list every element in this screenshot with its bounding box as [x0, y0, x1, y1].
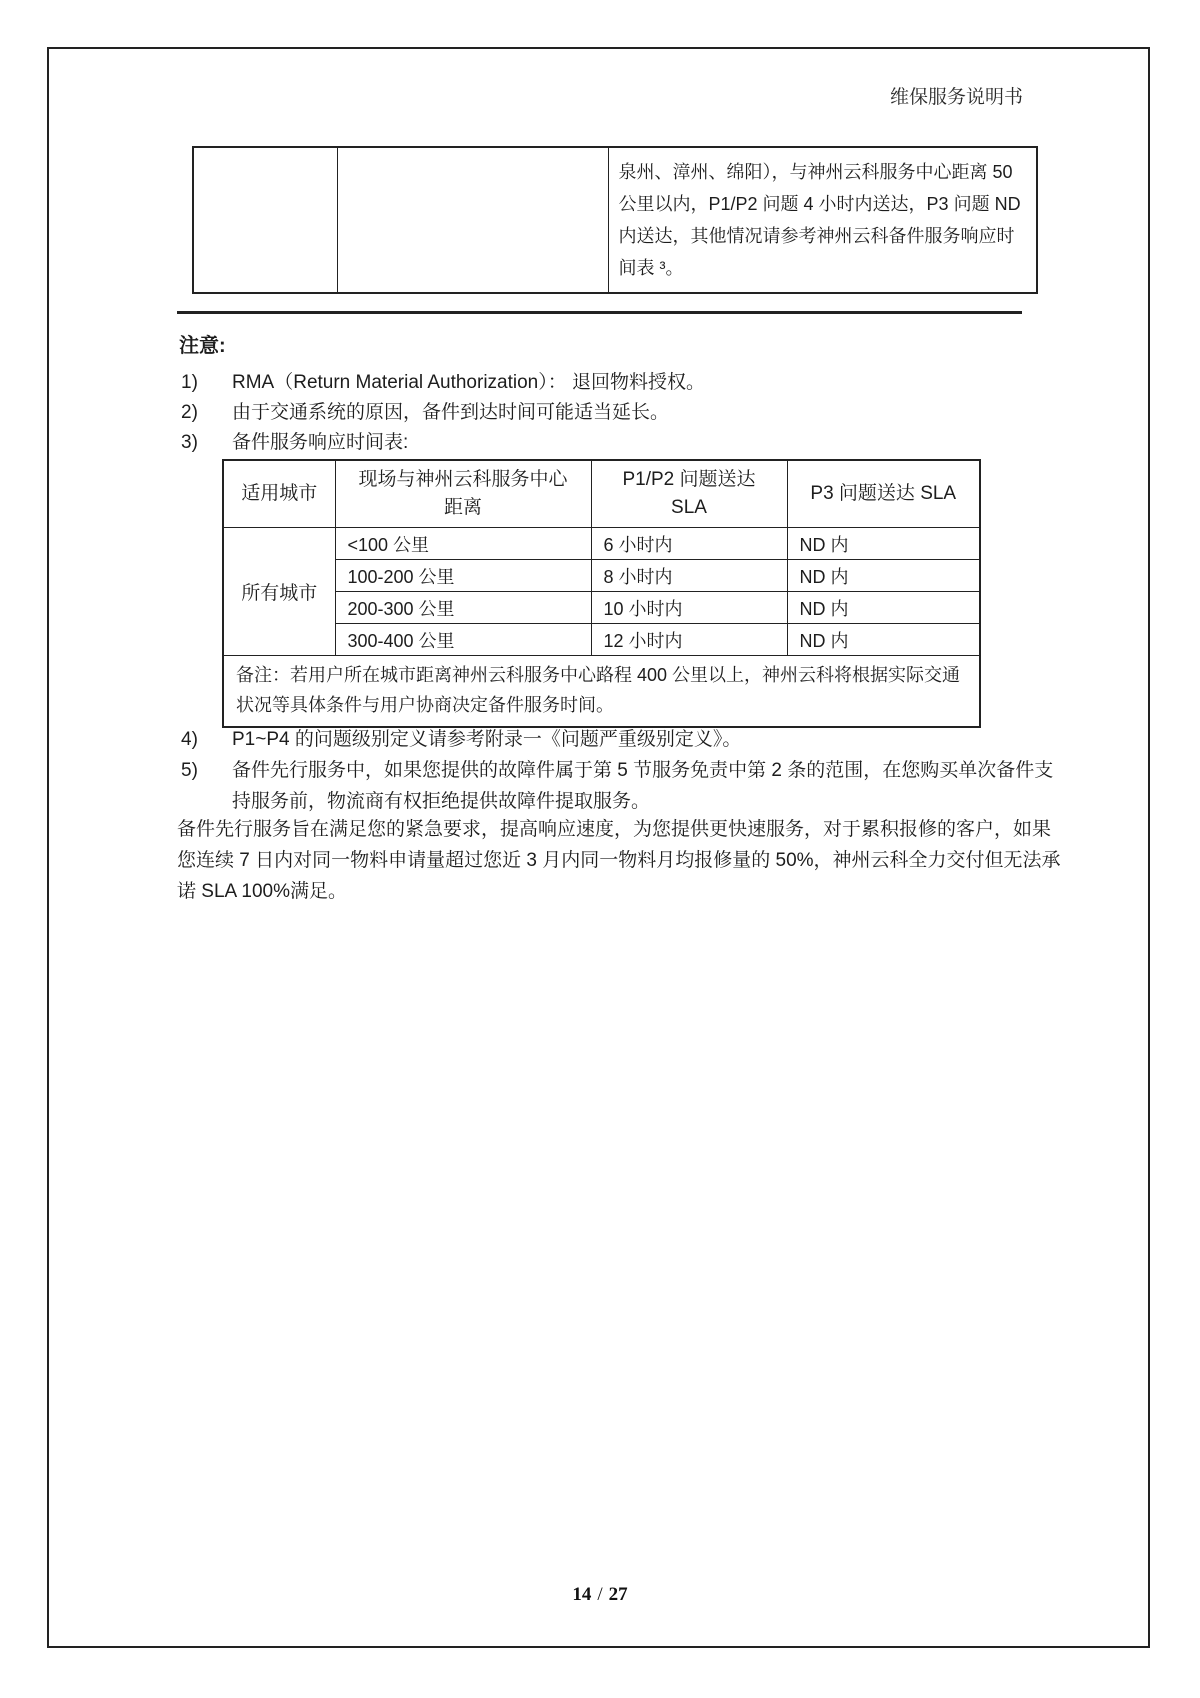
- header-line: SLA: [671, 497, 707, 518]
- sla-row: [223, 624, 980, 656]
- sla-row: [223, 592, 980, 624]
- sla-distance-cell: 300-400 公里: [335, 624, 591, 656]
- note-text: RMA（Return Material Authorization）： 退回物料授权。: [232, 372, 706, 393]
- note-item-1: [181, 370, 705, 396]
- note-item-4: [181, 724, 741, 755]
- sla-p3-cell: ND 内: [787, 592, 980, 624]
- note-text: 备件先行服务中，如果您提供的故障件属于第 5 节服务免责中第 2 条的范围，在您购买单次备件支: [232, 760, 1054, 781]
- note-text: 备件服务响应时间表:: [232, 432, 409, 453]
- page-number-total: 27: [608, 1584, 628, 1605]
- note-text: 由于交通系统的原因，备件到达时间可能适当延长。: [232, 402, 670, 423]
- note-item-2: [181, 400, 669, 426]
- note-text: 持服务前，物流商有权拒绝提供故障件提取服务。: [232, 791, 651, 812]
- sla-distance-cell: 100-200 公里: [335, 560, 591, 592]
- sla-p12-cell: 6 小时内: [591, 528, 787, 560]
- paragraph-line: 您连续 7 日内对同一物料申请量超过您近 3 月内同一物料月均报修量的 50%，神州云科全力交付但无法承: [177, 850, 1061, 871]
- closing-paragraph: [177, 814, 1061, 907]
- notes-heading: 注意:: [179, 335, 226, 357]
- note-number: 2): [181, 402, 198, 423]
- note-number: 4): [181, 729, 198, 750]
- sla-p12-cell: 10 小时内: [591, 592, 787, 624]
- sla-p3-cell: ND 内: [787, 560, 980, 592]
- note-number: 1): [181, 372, 198, 393]
- remark-line: 状况等具体条件与用户协商决定备件服务时间。: [236, 695, 614, 715]
- remark-line: 备注：若用户所在城市距离神州云科服务中心路程 400 公里以上，神州云科将根据实际交通: [236, 665, 961, 685]
- sla-p3-cell: ND 内: [787, 624, 980, 656]
- continuation-table-row: [193, 147, 1037, 293]
- sla-remark-row: [223, 656, 980, 728]
- sla-p3-cell: ND 内: [787, 528, 980, 560]
- header-line: 适用城市: [241, 483, 318, 504]
- note-item-3: [181, 430, 408, 456]
- header-line: P1/P2 问题送达: [622, 469, 756, 490]
- continuation-cell-text: [608, 147, 1037, 293]
- continuation-cell-empty-2: [337, 147, 608, 293]
- sla-p12-cell: 12 小时内: [591, 624, 787, 656]
- sla-header-row: [223, 460, 980, 528]
- text-line: 公里以内，P1/P2 问题 4 小时内送达，P3 问题 ND: [618, 194, 1021, 214]
- header-line: 距离: [443, 497, 482, 518]
- section-divider: [177, 311, 1022, 314]
- text-line: 间表 ³。: [618, 258, 684, 278]
- sla-remark-cell: [223, 656, 980, 728]
- sla-header-p3: [787, 460, 980, 528]
- paragraph-line: 备件先行服务旨在满足您的紧急要求，提高响应速度，为您提供更快速服务，对于累积报修的客户，如果: [177, 819, 1052, 840]
- sla-row: [223, 560, 980, 592]
- header-line: P3 问题送达 SLA: [810, 483, 957, 504]
- text-line: 内送达，其他情况请参考神州云科备件服务响应时: [618, 226, 1015, 246]
- note-number: 3): [181, 432, 198, 453]
- sla-distance-cell: 200-300 公里: [335, 592, 591, 624]
- sla-row: [223, 528, 980, 560]
- note-text: P1~P4 的问题级别定义请参考附录一《问题严重级别定义》。: [232, 729, 742, 750]
- header-line: 现场与神州云科服务中心: [358, 469, 568, 490]
- page-number-separator: /: [597, 1584, 603, 1605]
- sla-city-cell: 所有城市: [223, 528, 335, 656]
- sla-p12-cell: 8 小时内: [591, 560, 787, 592]
- document-header-title: 维保服务说明书: [890, 87, 1024, 108]
- note-item-5: [181, 755, 1053, 817]
- continuation-table: [192, 146, 1038, 294]
- sla-header-distance: [335, 460, 591, 528]
- sla-distance-cell: <100 公里: [335, 528, 591, 560]
- continuation-cell-empty-1: [193, 147, 337, 293]
- sla-header-city: [223, 460, 335, 528]
- page-number-current: 14: [572, 1584, 592, 1605]
- sla-table: [222, 459, 981, 728]
- paragraph-line: 诺 SLA 100%满足。: [177, 881, 348, 902]
- text-line: 泉州、漳州、绵阳），与神州云科服务中心距离 50: [618, 162, 1013, 182]
- sla-header-p12: [591, 460, 787, 528]
- page-footer: [0, 1584, 1200, 1606]
- note-number: 5): [181, 760, 198, 781]
